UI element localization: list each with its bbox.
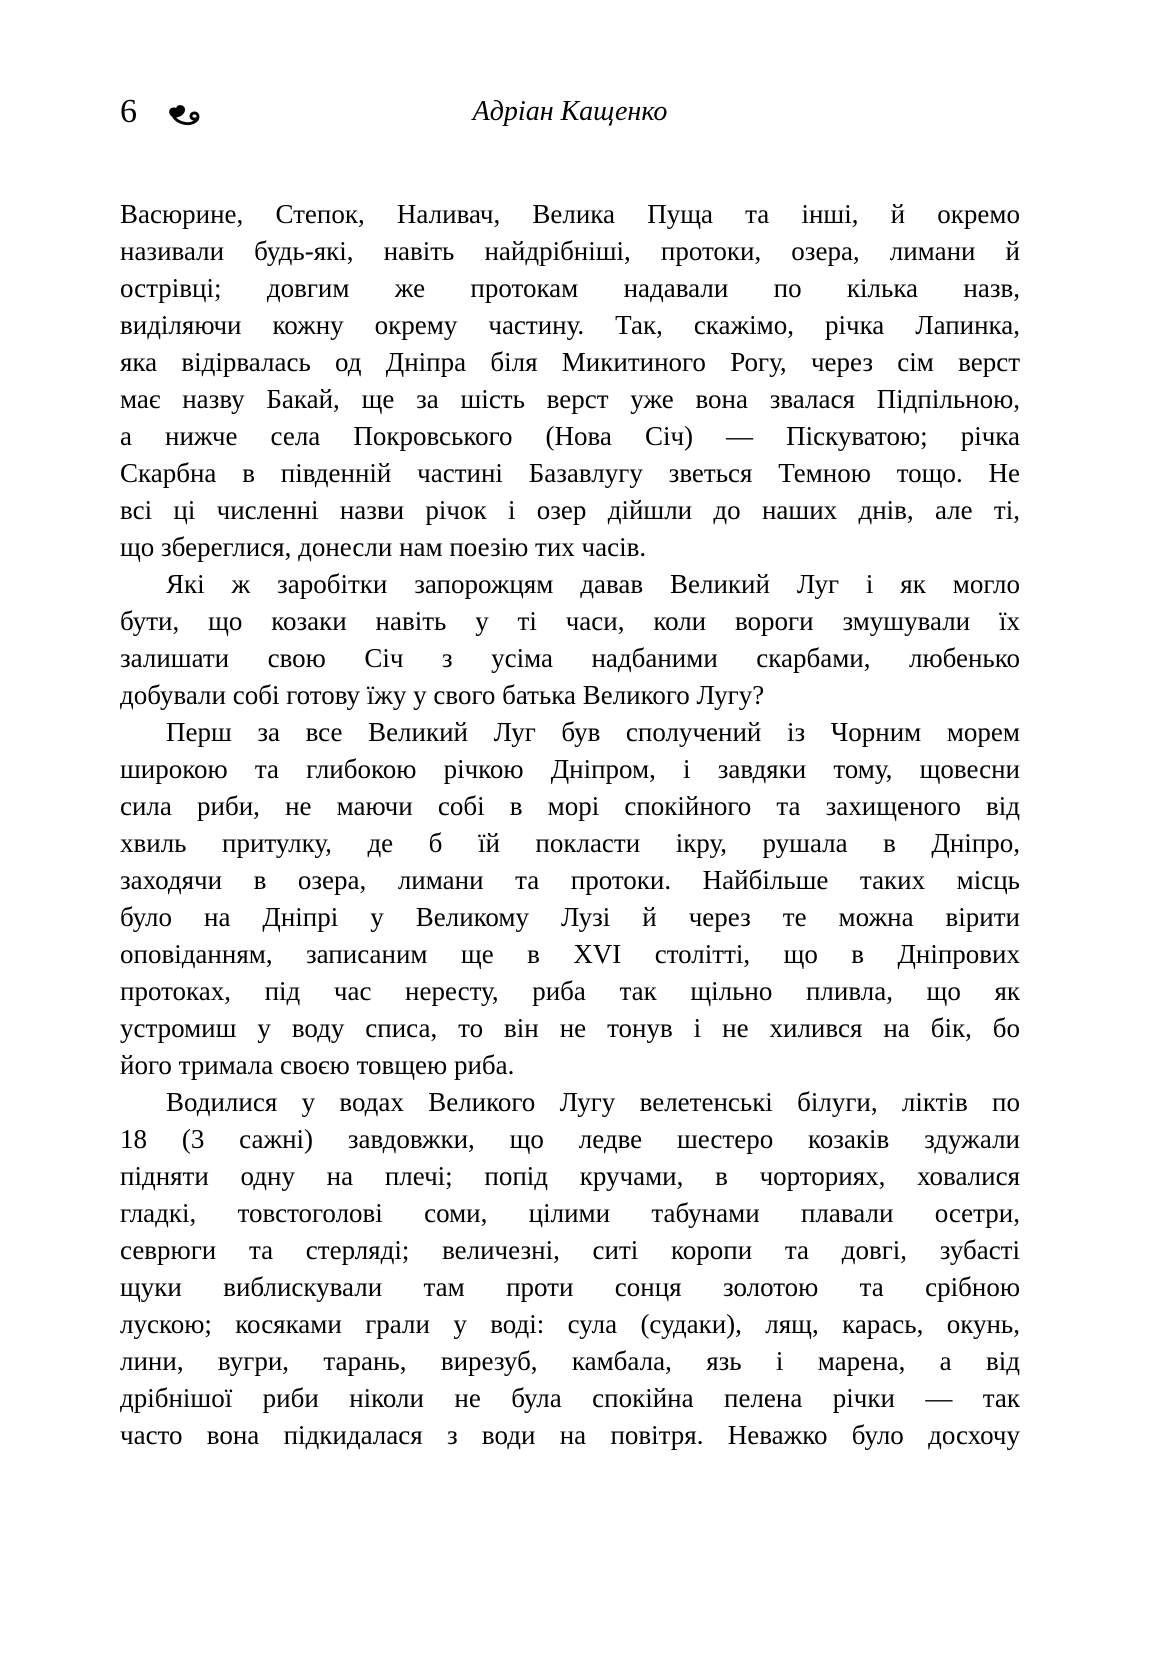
text-line: хвиль притулку, де б їй покласти ікру, рушала в Дніпро, <box>120 828 1020 858</box>
text-line: острівці; довгим же протокам надавали по кілька назв, <box>120 273 1020 303</box>
text-line: яка відірвалась од Дніпра біля Микитиного Рогу, через сім верст <box>120 347 1020 377</box>
text-line: лини, вугри, тарань, вирезуб, камбала, язь і марена, а від <box>120 1346 1020 1376</box>
text-block <box>120 196 1020 1454</box>
text-line: оповіданням, записаним ще в XVI столітті, що в Дніпрових <box>120 939 1020 969</box>
text-line: широкою та глибокою річкою Дніпром, і завдяки тому, щовесни <box>120 754 1020 784</box>
text-line: виділяючи кожну окрему частину. Так, скажімо, річка Лапинка, <box>120 310 1020 340</box>
text-line: щуки виблискували там проти сонця золотою та срібною <box>120 1272 1020 1302</box>
text-line: бути, що козаки навіть у ті часи, коли вороги змушували їх <box>120 606 1020 636</box>
text-line: Перш за все Великий Луг був сполучений із Чорним морем <box>166 717 1020 747</box>
text-line: сила риби, не маючи собі в морі спокійного та захищеного від <box>120 791 1020 821</box>
text-line: а нижче села Покровського (Нова Січ) — Піскуватою; річка <box>120 421 1020 451</box>
paragraph <box>120 714 1020 1084</box>
running-head <box>120 92 1020 138</box>
text-line: було на Дніпрі у Великому Лузі й через те можна вірити <box>120 902 1020 932</box>
text-line: його тримала своєю товщею риба. <box>120 1050 515 1080</box>
fleuron-ornament-icon <box>166 104 204 133</box>
running-head-author: Адріан Кащенко <box>472 96 668 127</box>
text-line: гладкі, товстоголові соми, цілими табунами плавали осетри, <box>120 1198 1020 1228</box>
page-number: 6 <box>120 93 137 130</box>
text-line: севрюги та стерляді; величезні, ситі коропи та довгі, зубасті <box>120 1235 1020 1265</box>
text-line: Васюрине, Степок, Наливач, Велика Пуща та інші, й окремо <box>120 199 1020 229</box>
paragraph <box>120 566 1020 714</box>
text-line: дрібнішої риби ніколи не була спокійна пелена річки — так <box>120 1383 1020 1413</box>
text-line: Які ж заробітки запорожцям давав Великий Луг і як могло <box>166 569 1020 599</box>
text-line: устромиш у воду списа, то він не тонув і не хилився на бік, бо <box>120 1013 1020 1043</box>
text-line: підняти одну на плечі; попід кручами, в чорториях, ховалися <box>120 1161 1020 1191</box>
text-line: що збереглися, донесли нам поезію тих часів. <box>120 532 647 562</box>
text-line: називали будь-які, навіть найдрібніші, протоки, озера, лимани й <box>120 236 1020 266</box>
text-line: Скарбна в південній частині Базавлугу зветься Темною тощо. Не <box>120 458 1020 488</box>
text-line: всі ці численні назви річок і озер дійшли до наших днів, але ті, <box>120 495 1020 525</box>
text-line: Водилися у водах Великого Лугу велетенські білуги, ліктів по <box>166 1087 1020 1117</box>
text-line: добували собі готову їжу у свого батька Великого Лугу? <box>120 680 765 710</box>
text-line: має назву Бакай, ще за шість верст уже вона звалася Підпільною, <box>120 384 1020 414</box>
text-line: 18 (3 сажні) завдовжки, що ледве шестеро козаків здужали <box>120 1124 1020 1154</box>
text-line: протоках, під час нересту, риба так щільно пливла, що як <box>120 976 1020 1006</box>
text-line: заходячи в озера, лимани та протоки. Найбільше таких місць <box>120 865 1020 895</box>
paragraph <box>120 196 1020 566</box>
text-line: лускою; косяками грали у воді: сула (судаки), лящ, карась, окунь, <box>120 1309 1020 1339</box>
text-line: часто вона підкидалася з води на повітря. Неважко було досхочу <box>120 1420 1020 1450</box>
text-line: залишати свою Січ з усіма надбаними скарбами, любенько <box>120 643 1020 673</box>
paragraph <box>120 1084 1020 1454</box>
